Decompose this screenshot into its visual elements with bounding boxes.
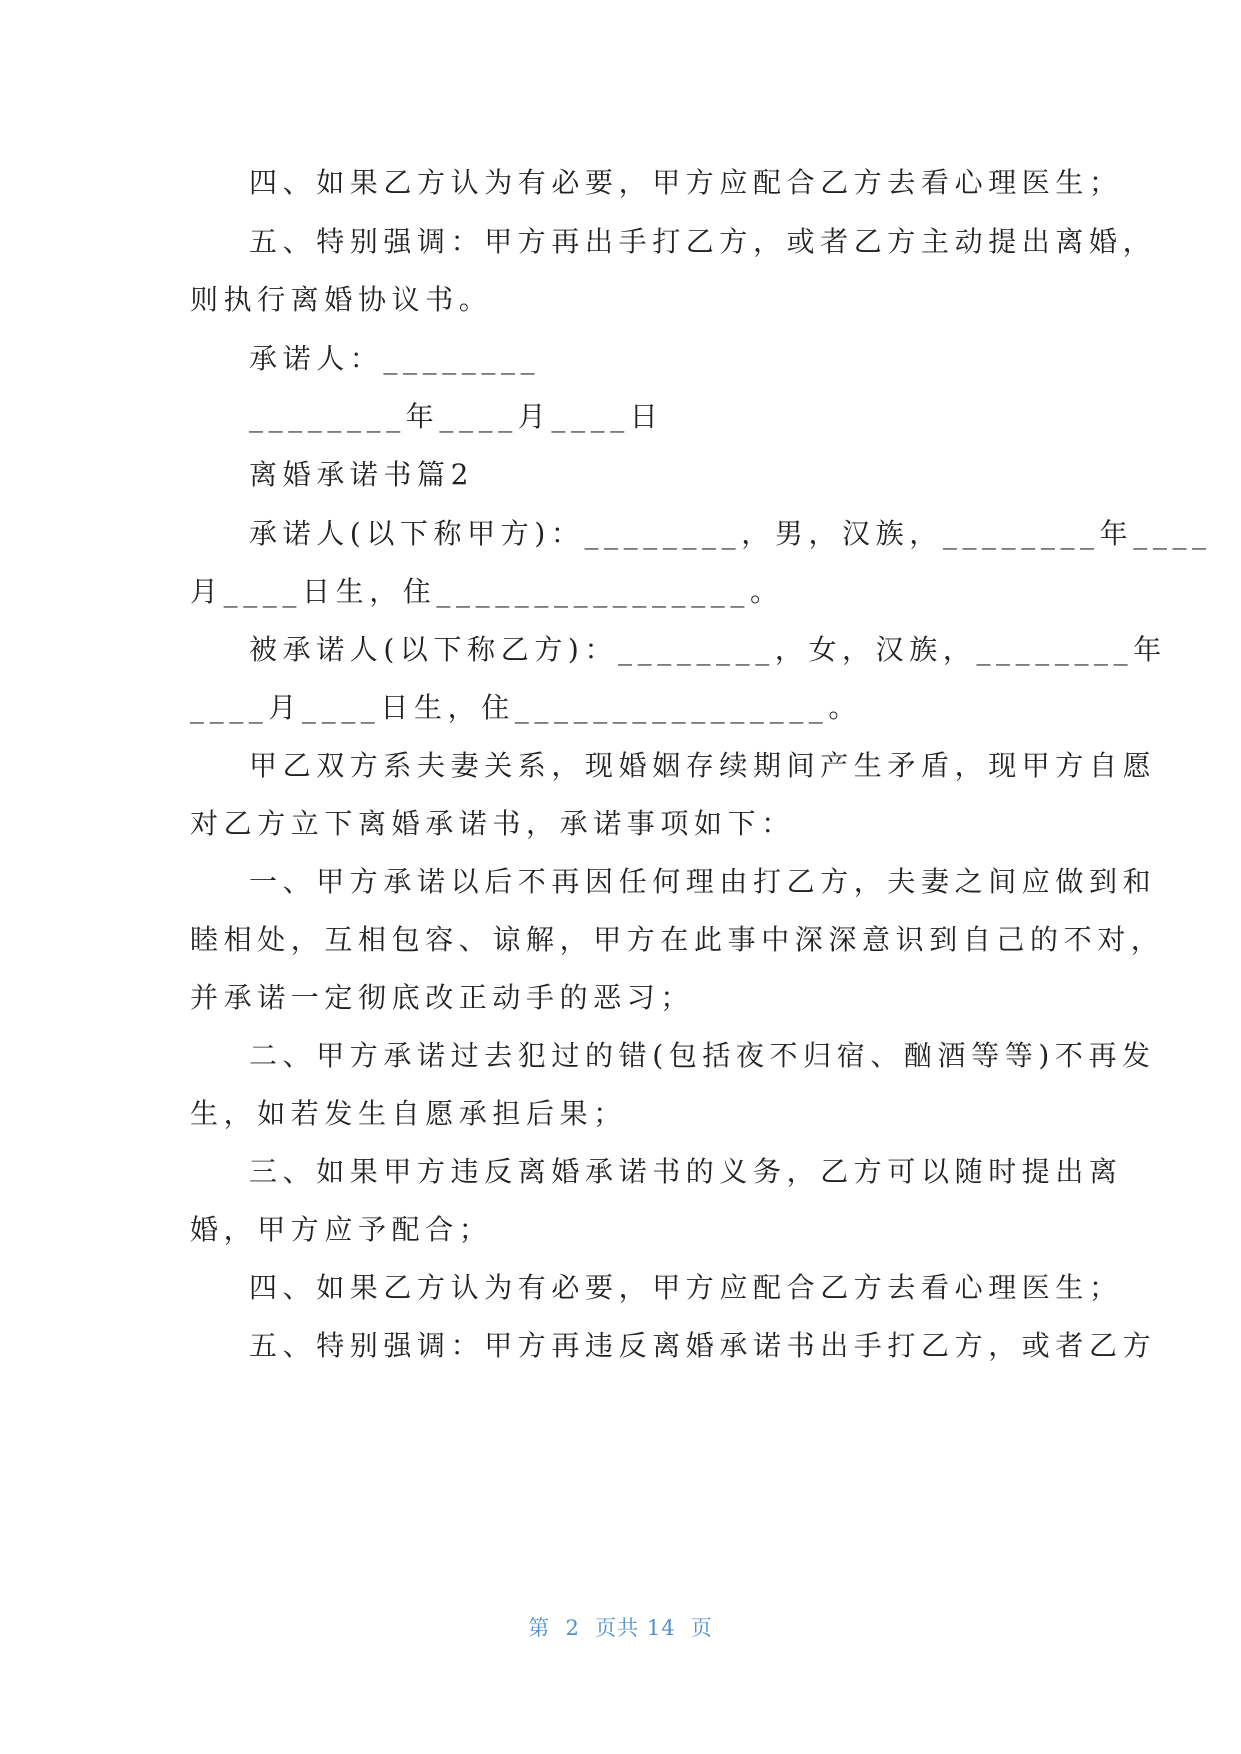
paragraph-line: 月____日生，住________________。 bbox=[190, 575, 784, 608]
paragraph-line: 被承诺人(以下称乙方)：________，女，汉族，________年 bbox=[249, 633, 1167, 666]
paragraph-line: ____月____日生，住________________。 bbox=[190, 691, 863, 724]
paragraph-line: 则执行离婚协议书。 bbox=[190, 283, 493, 316]
paragraph-line: 对乙方立下离婚承诺书，承诺事项如下： bbox=[190, 807, 795, 840]
paragraph-line: 承诺人(以下称甲方)：________，男，汉族，________年____ bbox=[249, 517, 1212, 550]
paragraph-line: 五、特别强调：甲方再出手打乙方，或者乙方主动提出离婚， bbox=[249, 225, 1157, 258]
paragraph-line: 三、如果甲方违反离婚承诺书的义务，乙方可以随时提出离 bbox=[249, 1155, 1123, 1188]
section-heading: 离婚承诺书篇2 bbox=[249, 458, 475, 491]
paragraph-line: 一、甲方承诺以后不再因任何理由打乙方，夫妻之间应做到和 bbox=[249, 865, 1157, 898]
paragraph-line: 甲乙双方系夫妻关系，现婚姻存续期间产生矛盾，现甲方自愿 bbox=[249, 749, 1157, 782]
date-line: ________年____月____日 bbox=[249, 400, 664, 433]
paragraph-line: 四、如果乙方认为有必要，甲方应配合乙方去看心理医生； bbox=[249, 166, 1123, 199]
paragraph-line: 睦相处，互相包容、谅解，甲方在此事中深深意识到自己的不对， bbox=[190, 923, 1165, 956]
page-number-footer: 第 2 页共 14 页 bbox=[528, 1616, 713, 1640]
signature-line: 承诺人：________ bbox=[249, 342, 541, 375]
paragraph-line: 生，如若发生自愿承担后果； bbox=[190, 1097, 627, 1130]
paragraph-line: 并承诺一定彻底改正动手的恶习； bbox=[190, 981, 695, 1014]
paragraph-line: 四、如果乙方认为有必要，甲方应配合乙方去看心理医生； bbox=[249, 1271, 1123, 1304]
paragraph-line: 五、特别强调：甲方再违反离婚承诺书出手打乙方，或者乙方 bbox=[249, 1329, 1157, 1362]
paragraph-line: 二、甲方承诺过去犯过的错(包括夜不归宿、酗酒等等)不再发 bbox=[249, 1039, 1156, 1072]
paragraph-line: 婚，甲方应予配合； bbox=[190, 1213, 493, 1246]
